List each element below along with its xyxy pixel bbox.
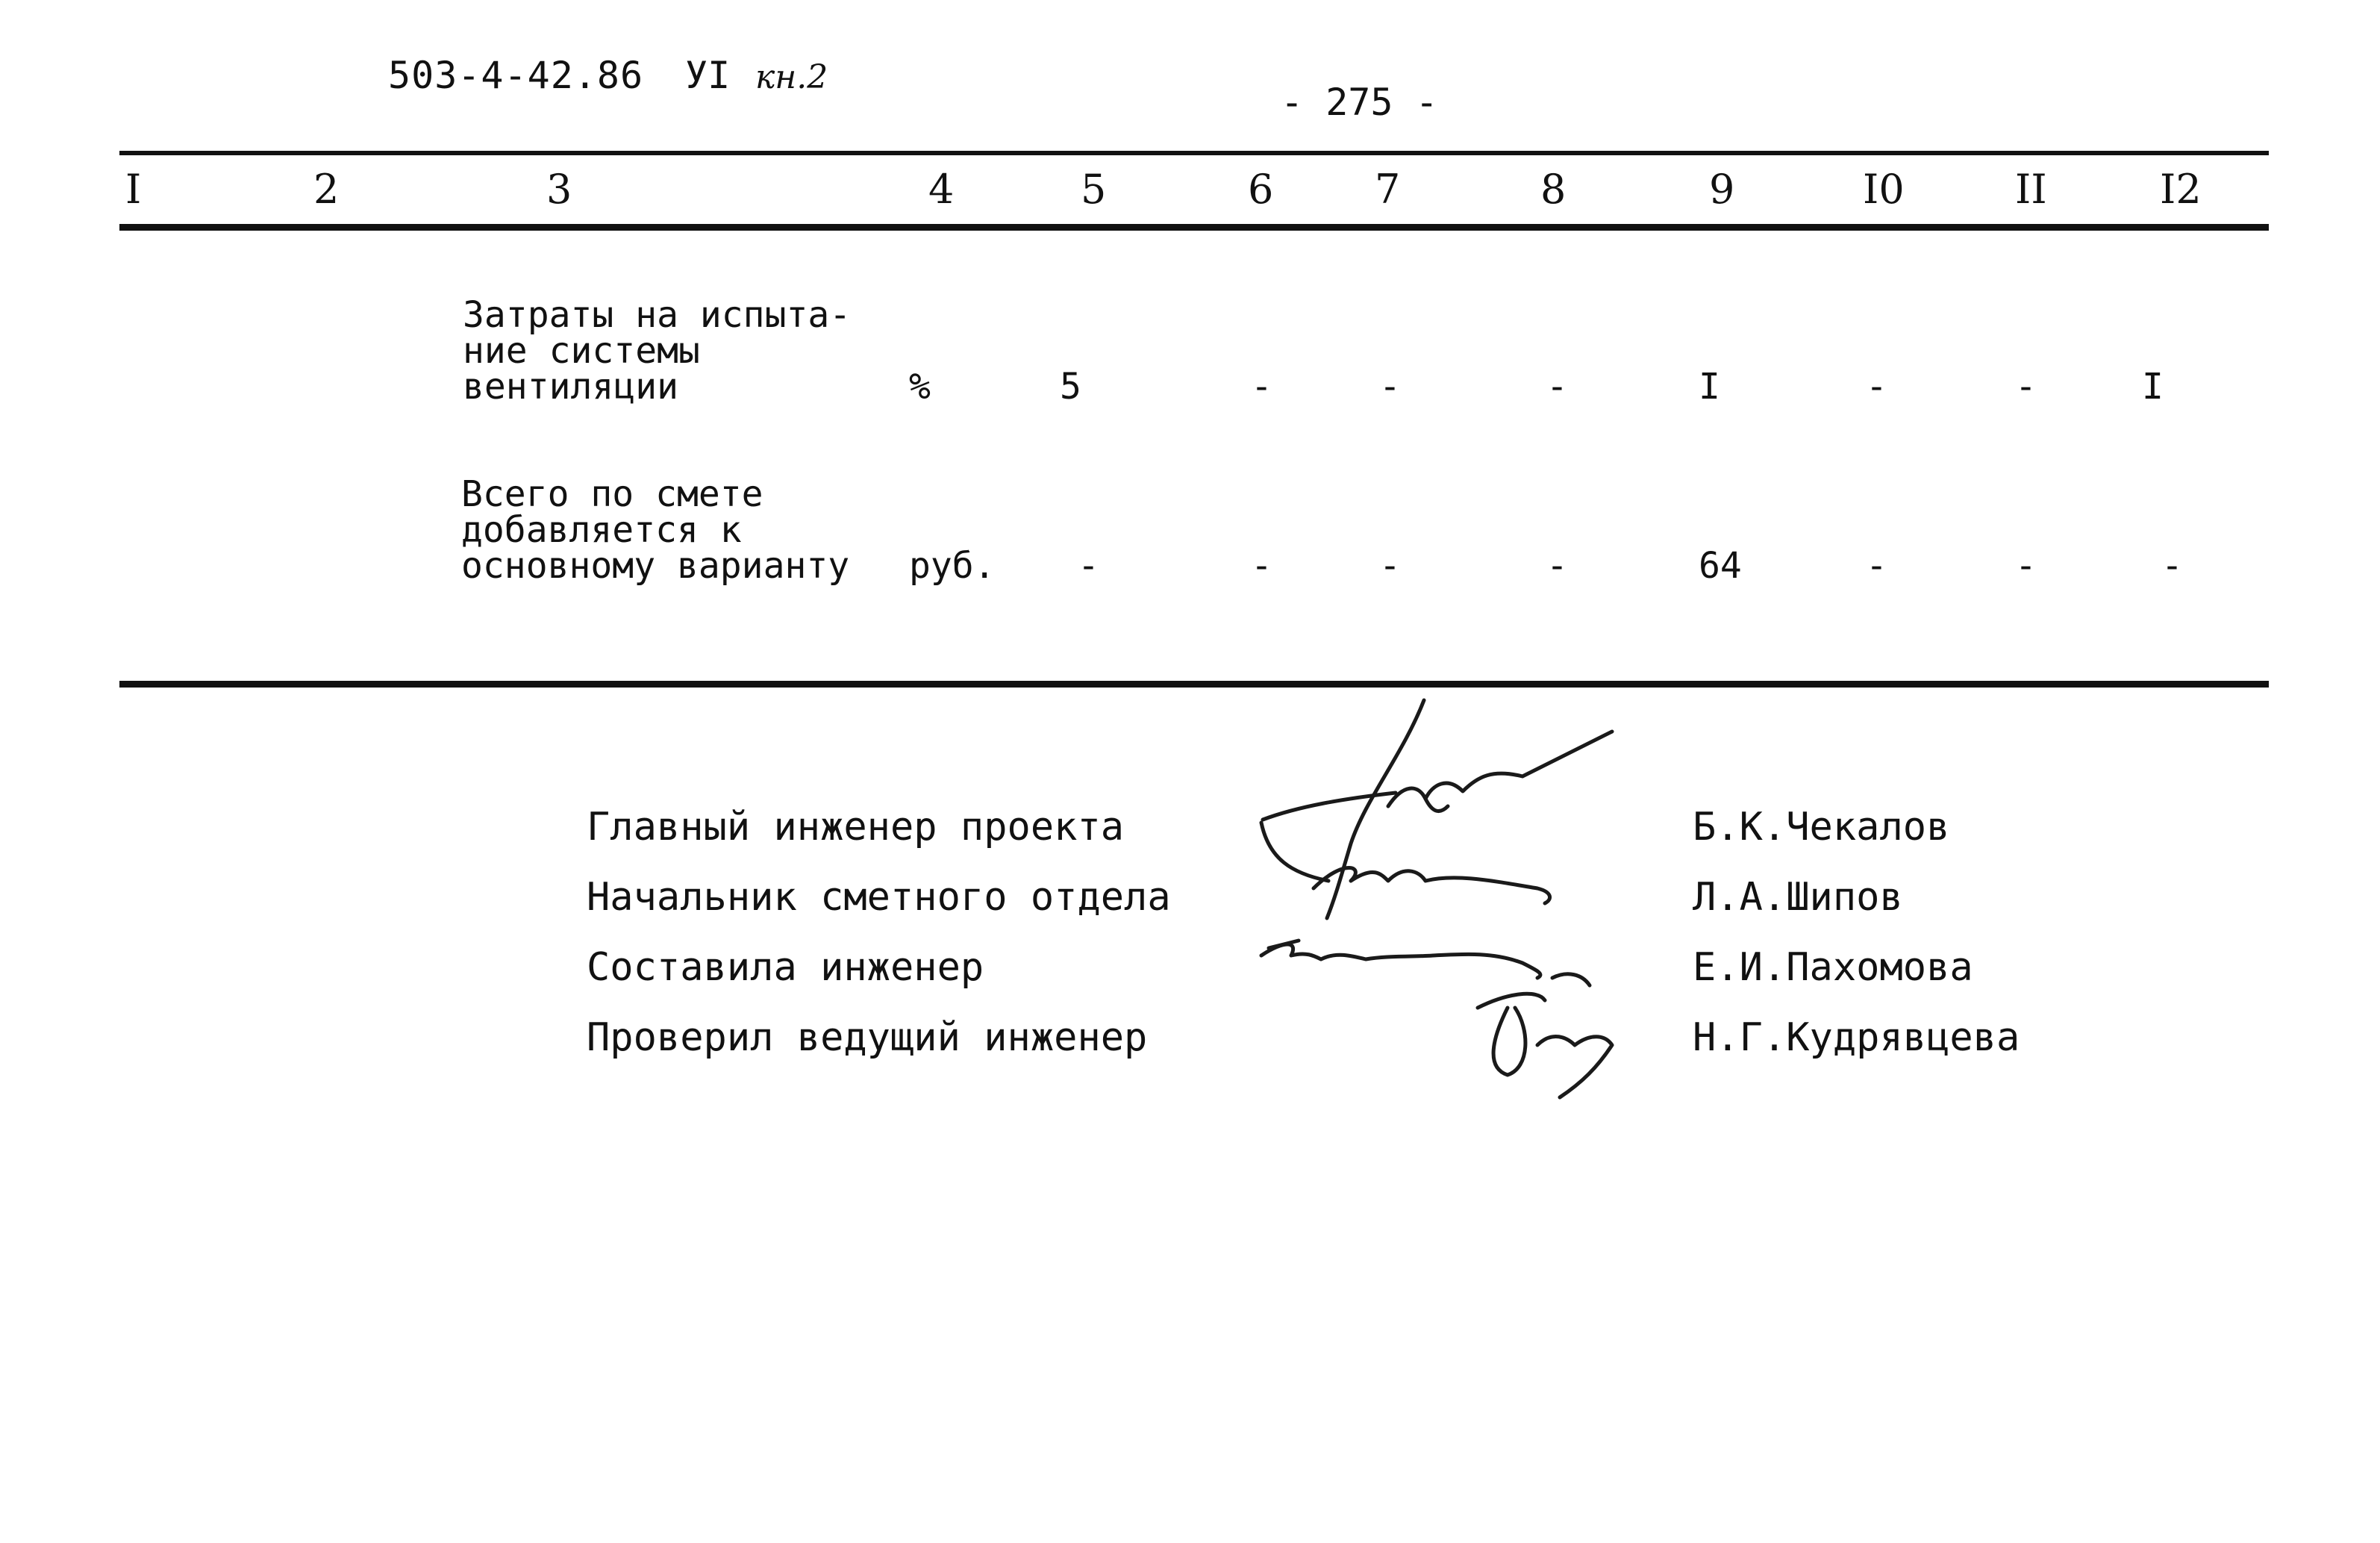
row-col8: - — [1546, 545, 1568, 587]
signatory-name: Н.Г.Кудрявцева — [1693, 1015, 2020, 1060]
column-number-5: 5 — [1081, 166, 1107, 213]
book-label: кн.2 — [755, 58, 828, 96]
table-header-rule — [119, 224, 2269, 231]
handwritten-signatures — [1239, 694, 1746, 1135]
volume-label: УI — [685, 54, 731, 97]
signatory-name: Л.А.Шипов — [1693, 875, 1903, 920]
column-number-9: 9 — [1709, 166, 1735, 213]
row-col11: - — [2015, 545, 2037, 587]
row-col12: - — [2161, 545, 2183, 587]
row-col5: 5 — [1060, 366, 1081, 408]
signatory-name: Е.И.Пахомова — [1693, 945, 1973, 990]
signatory-title: Составила инженер — [587, 945, 984, 990]
row-col7: - — [1379, 366, 1401, 408]
row-col12: I — [2142, 366, 2164, 408]
column-number-12: I2 — [2160, 166, 2202, 213]
signatory-title: Начальник сметного отдела — [587, 875, 1171, 920]
row-col7: - — [1379, 545, 1401, 587]
column-number-4: 4 — [928, 166, 955, 213]
row-col8: - — [1546, 366, 1568, 408]
table-bottom-rule — [119, 681, 2269, 688]
row-description: Всего по смете добавляется к основному варианту — [461, 473, 850, 587]
column-number-1: I — [125, 166, 142, 213]
signatory-title: Проверил ведущий инженер — [587, 1015, 1148, 1060]
signatory-title: Главный инженер проекта — [587, 805, 1125, 850]
column-number-6: 6 — [1248, 166, 1274, 213]
table-top-rule — [119, 151, 2269, 155]
document-code: 503-4-42.86 — [388, 54, 644, 97]
row-col11: - — [2015, 366, 2037, 408]
row-unit: % — [909, 366, 931, 408]
column-number-2: 2 — [313, 166, 340, 213]
signatory-name: Б.К.Чекалов — [1693, 805, 1950, 850]
row-col6: - — [1251, 545, 1272, 587]
row-col10: - — [1866, 366, 1887, 408]
page-number: - 275 - — [1281, 81, 1438, 124]
row-unit: руб. — [909, 545, 996, 587]
row-col9: 64 — [1699, 545, 1742, 587]
column-number-10: I0 — [1863, 166, 1905, 213]
row-col9: I — [1699, 366, 1720, 408]
row-col5: - — [1078, 545, 1099, 587]
row-description: Затраты на испыта- ние системы вентиляции — [463, 294, 852, 408]
column-number-11: II — [2015, 166, 2047, 213]
column-number-7: 7 — [1375, 166, 1401, 213]
column-number-8: 8 — [1540, 166, 1567, 213]
column-number-3: 3 — [546, 166, 572, 213]
row-col6: - — [1251, 366, 1272, 408]
row-col10: - — [1866, 545, 1887, 587]
